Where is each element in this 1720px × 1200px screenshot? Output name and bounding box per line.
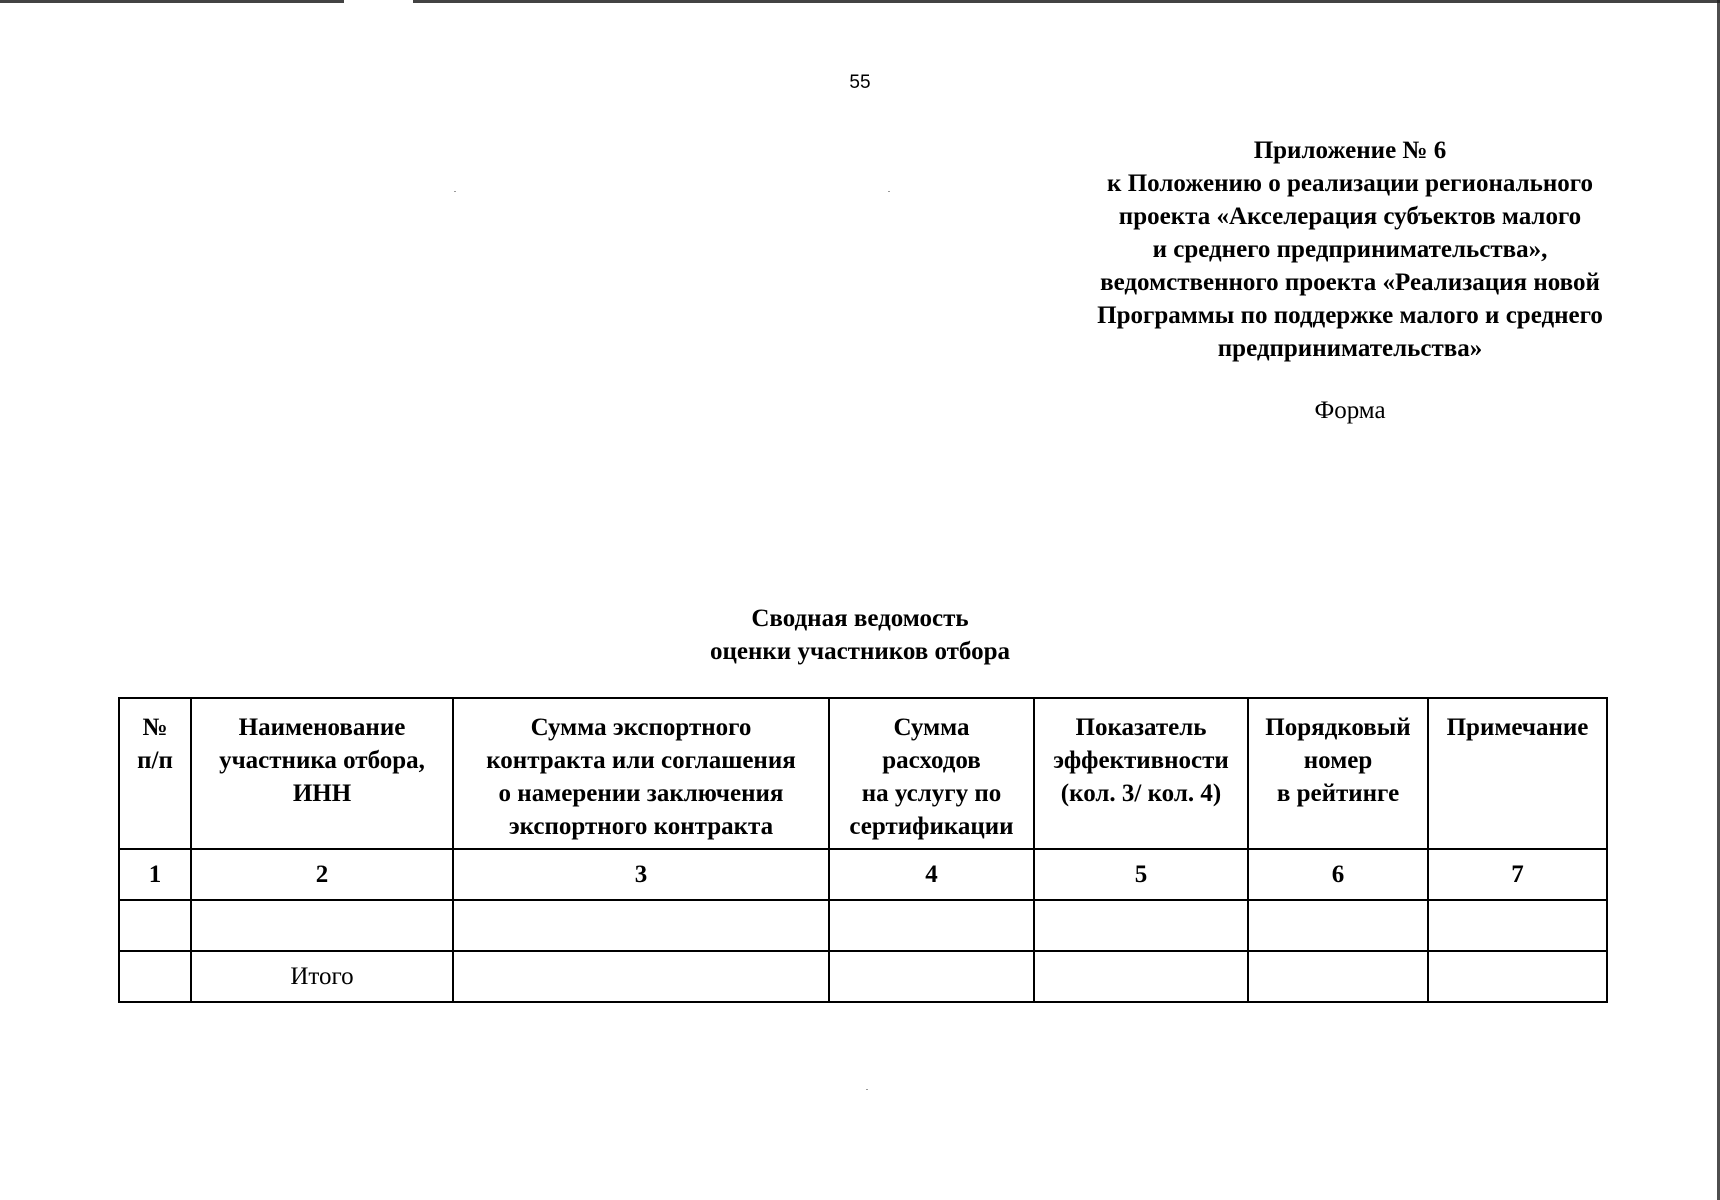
appendix-line: и среднего предпринимательства», [1152,236,1548,263]
table-cell [1248,900,1428,951]
appendix-line: к Положению о реализации регионального [1107,170,1593,197]
scan-speck [866,1089,868,1090]
column-number-cell: 4 [829,849,1034,900]
appendix-line: Программы по поддержке малого и среднего [1097,302,1603,329]
header-cell-number: № п/п [119,698,191,849]
form-label: Форма [1314,397,1386,424]
document-title [0,602,1720,668]
table-cell [453,951,829,1002]
header-cell-efficiency: Показатель эффективности (кол. 3/ кол. 4) [1034,698,1248,849]
table-cell [119,900,191,951]
table-cell [1034,951,1248,1002]
title-line-1: Сводная ведомость [751,605,969,632]
column-number-cell: 2 [191,849,453,900]
summary-table [118,697,1608,1003]
table-cell [1034,900,1248,951]
column-number-row [119,849,1607,900]
table-cell [1428,900,1607,951]
column-number-cell: 7 [1428,849,1607,900]
header-row [119,698,1607,849]
scan-speck [888,191,890,192]
table-row [119,900,1607,951]
column-number-cell: 3 [453,849,829,900]
column-number-cell: 1 [119,849,191,900]
table-cell [119,951,191,1002]
table-cell [1248,951,1428,1002]
table-cell [829,951,1034,1002]
scan-speck [454,191,456,192]
appendix-line: проекта «Акселерация субъектов малого [1118,203,1582,230]
column-number-cell: 6 [1248,849,1428,900]
total-label: Итого [191,951,453,1002]
header-cell-expense-sum: Сумма расходов на услугу по сертификации [829,698,1034,849]
header-cell-participant: Наименование участника отбора, ИНН [191,698,453,849]
appendix-heading [1030,134,1670,365]
total-row [119,951,1607,1002]
table-cell [1428,951,1607,1002]
appendix-line: ведомственного проекта «Реализация новой [1100,269,1600,296]
page-number: 55 [849,72,871,93]
scan-edge-top [0,0,1720,3]
header-cell-contract-sum: Сумма экспортного контракта или соглашения о намерении заключения экспортного контракта [453,698,829,849]
title-line-2: оценки участников отбора [710,638,1010,665]
table-cell [191,900,453,951]
column-number-cell: 5 [1034,849,1248,900]
appendix-line: предпринимательства» [1217,335,1483,362]
table-cell [829,900,1034,951]
header-cell-rank: Порядковый номер в рейтинге [1248,698,1428,849]
appendix-line: Приложение № 6 [1253,137,1447,164]
header-cell-note: Примечание [1428,698,1607,849]
table-cell [453,900,829,951]
